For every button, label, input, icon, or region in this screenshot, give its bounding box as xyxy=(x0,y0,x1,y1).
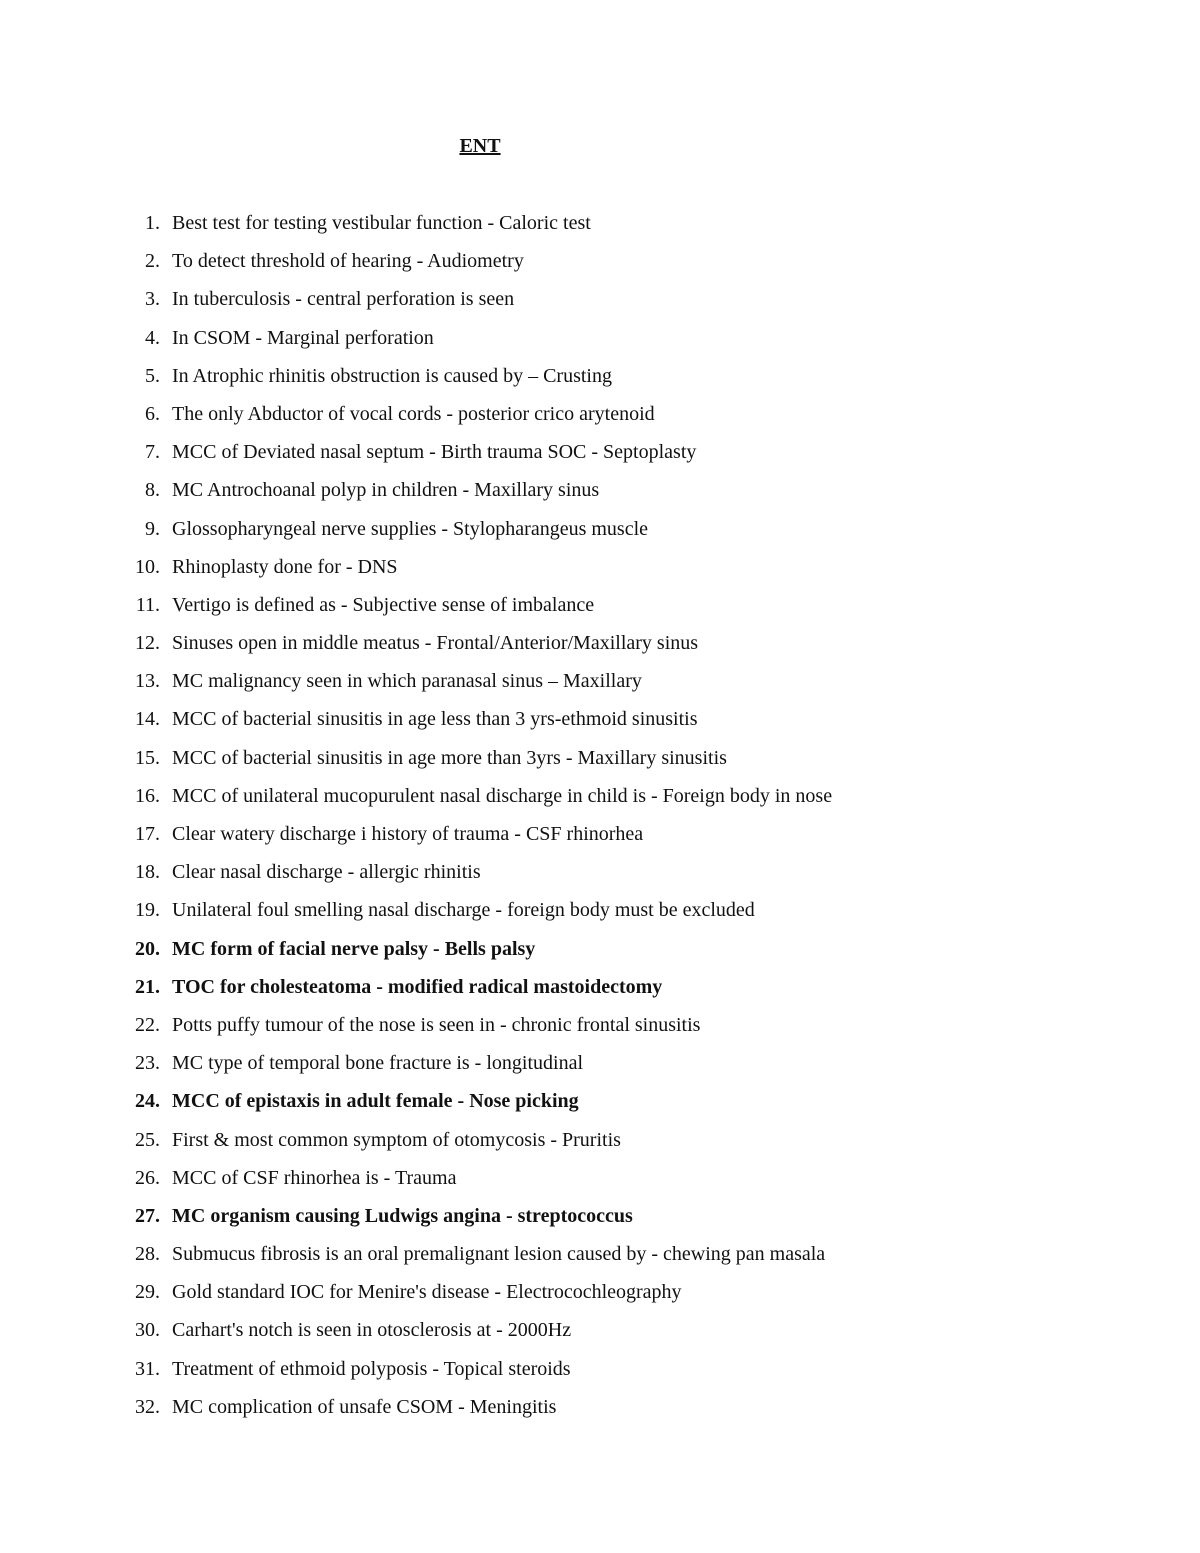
list-item-text: Potts puffy tumour of the nose is seen in - chronic frontal sinusitis xyxy=(172,1013,701,1036)
list-item-number: 27. xyxy=(135,1204,160,1227)
list-item-number: 12. xyxy=(135,632,160,655)
list-item-text: Treatment of ethmoid polyposis - Topical steroids xyxy=(172,1357,571,1380)
list-item-number: 4. xyxy=(145,326,160,349)
list-item-number: 32. xyxy=(135,1395,160,1418)
list-item-number: 8. xyxy=(145,479,160,502)
list-item-number: 17. xyxy=(135,823,160,845)
list-item-number: 24. xyxy=(135,1090,160,1113)
list-item-text: MC malignancy seen in which paranasal sinus – Maxillary xyxy=(172,670,642,693)
list-item-text: In Atrophic rhinitis obstruction is caused by – Crusting xyxy=(172,364,612,387)
list-item-number: 26. xyxy=(135,1166,160,1189)
list-item-text: MCC of bacterial sinusitis in age less than 3 yrs-ethmoid sinusitis xyxy=(172,708,698,731)
list-item-text: MC Antrochoanal polyp in children - Maxillary sinus xyxy=(172,479,600,502)
list-item-text: TOC for cholesteatoma - modified radical mastoidectomy xyxy=(172,975,663,998)
list-item-text: Submucus fibrosis is an oral premalignant lesion caused by - chewing pan masala xyxy=(172,1243,826,1266)
list-item-text: Glossopharyngeal nerve supplies - Stylopharangeus muscle xyxy=(172,517,649,540)
list-item-text: MCC of epistaxis in adult female - Nose picking xyxy=(172,1090,579,1113)
list-item-number: 31. xyxy=(135,1357,160,1380)
list-item-number: 18. xyxy=(135,861,160,884)
list-item-number: 6. xyxy=(145,402,160,425)
list-item-text: Vertigo is defined as - Subjective sense of imbalance xyxy=(172,593,595,616)
list-item-number: 5. xyxy=(145,364,160,387)
list-item-text: Rhinoplasty done for - DNS xyxy=(172,555,398,578)
list-item-text: MC organism causing Ludwigs angina - streptococcus xyxy=(172,1204,633,1227)
list-item-text: In tuberculosis - central perforation is seen xyxy=(172,288,515,311)
list-item-text: Carhart's notch is seen in otosclerosis at - 2000Hz xyxy=(172,1319,572,1342)
list-item-number: 22. xyxy=(135,1013,160,1036)
document-title: ENT xyxy=(459,135,501,157)
list-item-number: 20. xyxy=(135,937,160,960)
list-item-number: 3. xyxy=(145,288,160,311)
list-item-number: 30. xyxy=(135,1319,160,1342)
list-item-number: 13. xyxy=(135,670,160,693)
list-item-text: Gold standard IOC for Menire's disease - Electrocochleography xyxy=(172,1281,682,1304)
list-item-text: Best test for testing vestibular function - Caloric test xyxy=(172,212,591,234)
list-item-text: MCC of bacterial sinusitis in age more than 3yrs - Maxillary sinusitis xyxy=(172,746,727,769)
list-item-text: Unilateral foul smelling nasal discharge - foreign body must be excluded xyxy=(172,899,755,922)
list-item-text: MCC of unilateral mucopurulent nasal discharge in child is - Foreign body in nose xyxy=(172,784,833,807)
list-item-text: MC form of facial nerve palsy - Bells palsy xyxy=(172,937,536,960)
list-item-number: 7. xyxy=(145,441,160,464)
list-item-text: MCC of CSF rhinorhea is - Trauma xyxy=(172,1166,457,1189)
list-item-number: 11. xyxy=(135,593,160,616)
list-item-number: 2. xyxy=(145,250,160,273)
list-item-text: To detect threshold of hearing - Audiometry xyxy=(172,250,524,273)
list-item-number: 15. xyxy=(135,746,160,769)
list-item-text: MCC of Deviated nasal septum - Birth trauma SOC - Septoplasty xyxy=(172,441,697,464)
list-item-text: MC type of temporal bone fracture is - longitudinal xyxy=(172,1052,584,1075)
list-item-number: 14. xyxy=(135,708,160,731)
list-item-number: 16. xyxy=(135,784,160,807)
list-item-number: 19. xyxy=(135,899,160,922)
list-item-text: The only Abductor of vocal cords - posterior crico arytenoid xyxy=(172,402,655,425)
list-item-number: 28. xyxy=(135,1243,160,1266)
list-item-number: 29. xyxy=(135,1281,160,1304)
list-item-number: 23. xyxy=(135,1052,160,1075)
list-item-text: Sinuses open in middle meatus - Frontal/Anterior/Maxillary sinus xyxy=(172,632,699,655)
list-item-number: 10. xyxy=(135,555,160,578)
list-item-number: 25. xyxy=(135,1128,160,1151)
list-item-text: MC complication of unsafe CSOM - Meningitis xyxy=(172,1395,557,1418)
list-item-text: Clear nasal discharge - allergic rhinitis xyxy=(172,861,481,884)
list-item-text: First & most common symptom of otomycosis - Pruritis xyxy=(172,1128,621,1151)
list-item-text: Clear watery discharge i history of trauma - CSF rhinorhea xyxy=(172,823,644,845)
list-item-number: 21. xyxy=(135,975,160,998)
list-item-number: 9. xyxy=(145,517,160,540)
list-item-number: 1. xyxy=(145,212,160,234)
list-item-text: In CSOM - Marginal perforation xyxy=(172,326,434,349)
